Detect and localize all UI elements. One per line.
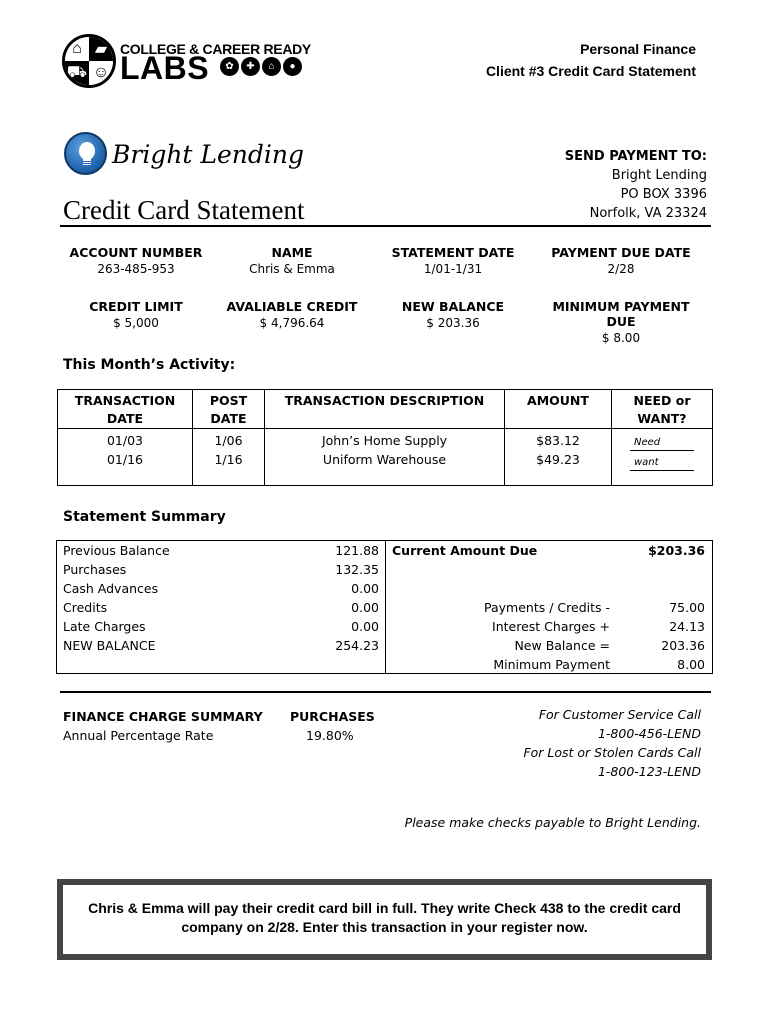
- brand-name: Bright Lending: [112, 140, 305, 169]
- summary-right-row: [392, 598, 705, 617]
- summary-value: 0.00: [351, 600, 379, 615]
- statement-summary-box: [56, 540, 713, 674]
- logo-tagline: COLLEGE & CAREER READY: [120, 41, 311, 57]
- cell-date: 01/03: [106, 433, 144, 448]
- info-value: 2/28: [607, 262, 635, 276]
- summary-label: Interest Charges +: [492, 619, 610, 634]
- dates-cell: [58, 429, 193, 486]
- summary-row: [63, 598, 379, 617]
- piggy-icon: ●: [283, 57, 302, 76]
- summary-label: Late Charges: [63, 619, 146, 634]
- purchases-label: PURCHASES: [290, 709, 375, 724]
- info-value: $ 203.36: [426, 316, 480, 330]
- summary-value: 0.00: [351, 581, 379, 596]
- medical-icon: ✚: [241, 57, 260, 76]
- cell-amount: $83.12: [536, 433, 580, 448]
- apr-label: Annual Percentage Rate: [63, 728, 214, 743]
- instruction-box: [57, 879, 712, 960]
- info-value: $ 8.00: [601, 331, 641, 345]
- send-payment-label: SEND PAYMENT TO:: [564, 149, 707, 164]
- minimum-payment-due: [536, 299, 706, 345]
- summary-value: 121.88: [335, 543, 379, 558]
- table-header-row: [58, 390, 713, 429]
- gear-icon: ✿: [220, 57, 239, 76]
- info-value: 1/01-1/31: [423, 262, 483, 276]
- need-want-entry[interactable]: Need: [630, 435, 694, 451]
- account-number: [51, 245, 221, 276]
- need-cell: [612, 429, 713, 486]
- col-description: TRANSACTION DESCRIPTION: [265, 390, 505, 429]
- account-name: [207, 245, 377, 276]
- activity-title: This Month’s Activity:: [63, 357, 236, 373]
- need-want-entry[interactable]: want: [630, 455, 694, 471]
- send-payment-line1: Bright Lending: [611, 168, 707, 183]
- title-divider: [60, 225, 711, 227]
- finance-divider: [60, 691, 711, 693]
- checks-payable-note: Please make checks payable to Bright Lending.: [404, 815, 701, 830]
- logo-labs-text: LABS: [120, 50, 210, 86]
- col-amount: AMOUNT: [505, 390, 612, 429]
- course-title: Personal Finance: [580, 41, 696, 57]
- lightbulb-icon: [64, 132, 107, 175]
- info-label: CREDIT LIMIT: [89, 299, 183, 314]
- table-row: [58, 429, 713, 486]
- summary-label: Minimum Payment: [493, 657, 610, 672]
- statement-title: Credit Card Statement: [63, 195, 305, 225]
- summary-value: 75.00: [669, 600, 705, 615]
- cell-post: 1/06: [214, 433, 243, 448]
- summary-value: 0.00: [351, 619, 379, 634]
- info-label: ACCOUNT NUMBER: [69, 245, 203, 260]
- activity-table: [57, 389, 713, 486]
- summary-label: New Balance =: [514, 638, 610, 653]
- summary-row: [63, 579, 379, 598]
- lost-card-number[interactable]: 1-800-123-LEND: [597, 764, 701, 779]
- send-payment-line3: Norfolk, VA 23324: [589, 206, 707, 221]
- cart-icon: ⛟: [65, 61, 89, 85]
- info-label: MINIMUM PAYMENT DUE: [552, 299, 690, 329]
- cell-amount: $49.23: [536, 452, 580, 467]
- send-payment-line2: PO BOX 3396: [620, 187, 707, 202]
- instruction-text: Chris & Emma will pay their credit card bill in full. They write Check 438 to the credit card company on 2/28. Enter this transaction in your register now.: [88, 900, 681, 935]
- info-label: NAME: [271, 245, 313, 260]
- cell-desc: Uniform Warehouse: [322, 452, 447, 467]
- customer-service-label: For Customer Service Call: [538, 707, 701, 722]
- summary-row: [63, 617, 379, 636]
- desc-cell: [265, 429, 505, 486]
- home-icon: ⌂: [262, 57, 281, 76]
- cell-desc: John’s Home Supply: [321, 433, 448, 448]
- current-due-value: $203.36: [648, 543, 705, 558]
- col-need-want: NEED or WANT?: [612, 390, 713, 429]
- summary-value: 254.23: [335, 638, 379, 653]
- info-label: NEW BALANCE: [401, 299, 505, 314]
- info-value: $ 5,000: [113, 316, 159, 330]
- cell-post: 1/16: [214, 452, 243, 467]
- info-label: AVALIABLE CREDIT: [226, 299, 358, 314]
- summary-value: 203.36: [661, 638, 705, 653]
- payment-due-date: [536, 245, 706, 276]
- house-icon: ⌂: [65, 37, 89, 61]
- summary-title: Statement Summary: [63, 509, 226, 525]
- col-post-date: POST DATE: [193, 390, 265, 429]
- info-value: Chris & Emma: [249, 262, 335, 276]
- labs-logo-emblem: [62, 34, 116, 88]
- post-cell: [193, 429, 265, 486]
- available-credit: [207, 299, 377, 330]
- statement-date: [368, 245, 538, 276]
- summary-right-row: [392, 617, 705, 636]
- summary-label: Cash Advances: [63, 581, 159, 596]
- summary-label: Credits: [63, 600, 108, 615]
- info-value: 263-485-953: [97, 262, 175, 276]
- summary-row: [63, 541, 379, 560]
- info-value: $ 4,796.64: [259, 316, 325, 330]
- summary-value: 132.35: [335, 562, 379, 577]
- summary-label: NEW BALANCE: [63, 638, 156, 653]
- summary-right-row: [392, 636, 705, 655]
- customer-service-number[interactable]: 1-800-456-LEND: [597, 726, 701, 741]
- finance-title: FINANCE CHARGE SUMMARY: [63, 709, 263, 724]
- info-label: STATEMENT DATE: [391, 245, 515, 260]
- info-label: PAYMENT DUE DATE: [551, 245, 691, 260]
- lost-card-label: For Lost or Stolen Cards Call: [523, 745, 701, 760]
- col-transaction-date: TRANSACTION DATE: [58, 390, 193, 429]
- summary-row: [63, 636, 379, 655]
- summary-label: Previous Balance: [63, 543, 170, 558]
- summary-value: 8.00: [677, 657, 705, 672]
- car-icon: ▰: [89, 37, 113, 61]
- current-due-row: [392, 541, 705, 560]
- summary-label: Payments / Credits -: [484, 600, 610, 615]
- summary-row: [63, 560, 379, 579]
- client-title: Client #3 Credit Card Statement: [485, 63, 696, 79]
- summary-right-row: [392, 655, 705, 674]
- amount-cell: [505, 429, 612, 486]
- logo-icon-row: [220, 57, 302, 76]
- summary-label: Purchases: [63, 562, 127, 577]
- summary-value: 24.13: [669, 619, 705, 634]
- family-icon: ☺: [89, 61, 113, 85]
- current-due-label: Current Amount Due: [392, 543, 538, 558]
- cell-date: 01/16: [106, 452, 144, 467]
- new-balance: [368, 299, 538, 330]
- apr-value: 19.80%: [306, 728, 354, 743]
- summary-divider: [385, 541, 386, 673]
- credit-limit: [51, 299, 221, 330]
